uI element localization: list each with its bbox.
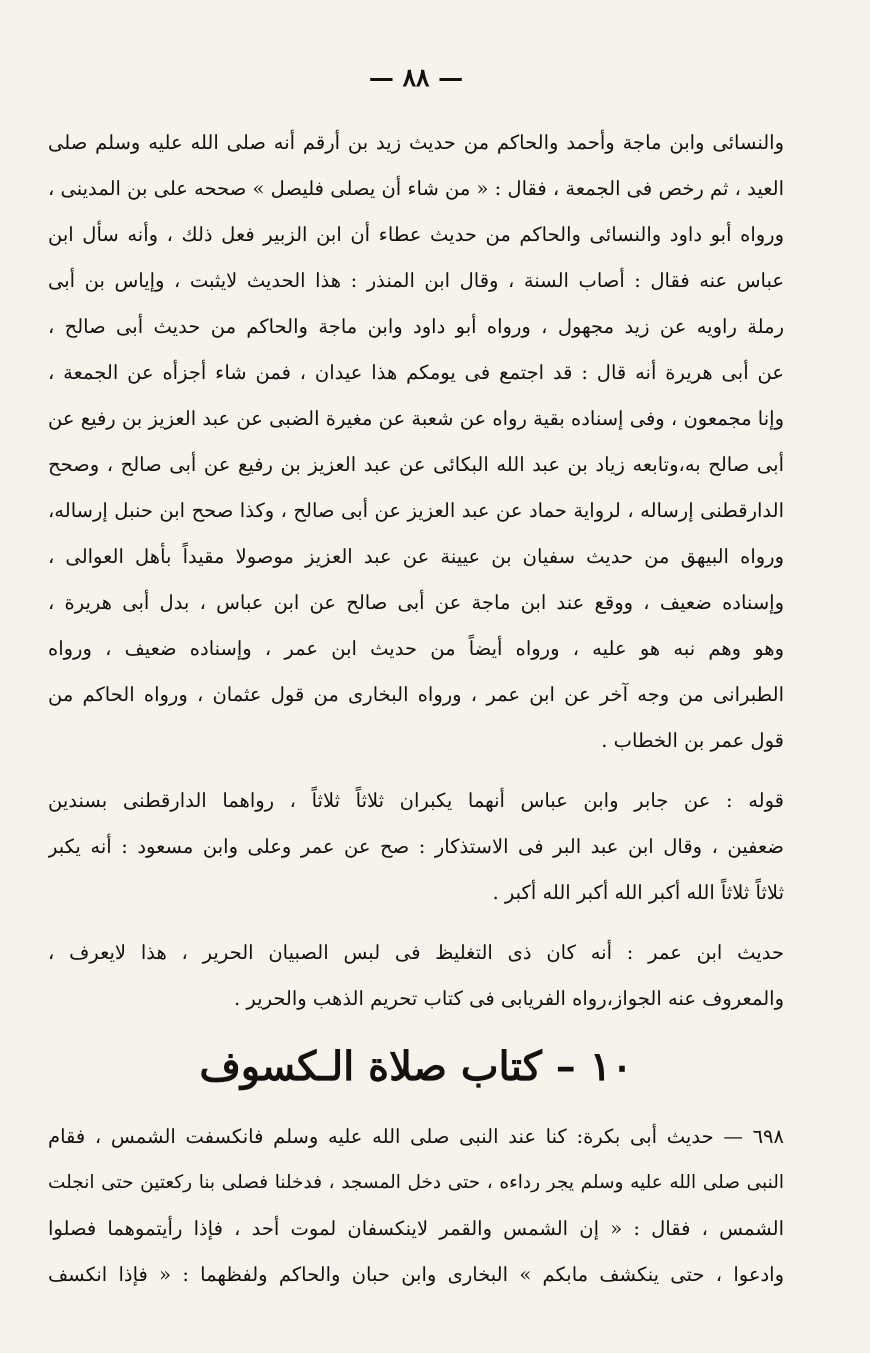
text-line: والنسائى وابن ماجة وأحمد والحاكم من حديث زيد بن أرقم أنه صلى الله عليه وسلم صلى (48, 131, 784, 154)
text-line: ضعفين ، وقال ابن عبد البر فى الاستذكار : صح عن عمر وعلى وابن مسعود : أنه يكبر (48, 835, 784, 858)
text-line: ٦٩٨ — حديث أبى بكرة: كنا عند النبى صلى الله عليه وسلم فانكسفت الشمس ، فقام (48, 1125, 784, 1148)
text-line: ثلاثاً ثلاثاً الله أكبر الله أكبر الله أكبر . (492, 881, 784, 904)
text-line: الشمس ، فقال : « إن الشمس والقمر لاينكسفان لموت أحد ، فإذا رأيتموهما فصلوا (48, 1217, 784, 1240)
paragraph-silk (48, 930, 784, 1022)
text-line: ورواه البيهق من حديث سفيان بن عيينة عن عبد العزيز موصولا مقيداً بأهل العوالى ، (48, 545, 784, 568)
text-line: النبى صلى الله عليه وسلم يجر رداءه ، حتى دخل المسجد ، فدخلنا فصلى بنا ركعتين حتى انجلت (48, 1172, 784, 1193)
text-line: قوله : عن جابر وابن عباس أنهما يكبران ثلاثاً ثلاثاً ، رواهما الدارقطنى بسندين (48, 789, 784, 812)
page-number: — ٨٨ — (368, 63, 464, 92)
text-line: عباس عنه فقال : أصاب السنة ، وقال ابن المنذر : هذا الحديث لايثبت ، وإياس بن أبى (48, 269, 784, 292)
paragraph-hadith-698 (48, 1114, 784, 1298)
text-line: رملة راويه عن زيد مجهول ، ورواه أبو داود وابن ماجة والحاكم من حديث أبى صالح ، (48, 315, 784, 338)
text-line: حديث ابن عمر : أنه كان ذى التغليظ فى لبس الصبيان الحرير ، هذا لايعرف ، (48, 941, 784, 964)
paragraph-hadith-eid (48, 120, 784, 764)
text-line: عن أبى هريرة أنه قال : قد اجتمع فى يومكم هذا عيدان ، فمن شاء أجزأه عن الجمعة ، (48, 361, 784, 384)
text-line: وادعوا ، حتى ينكشف مابكم » البخارى وابن حبان والحاكم ولفظهما : « فإذا انكسف (48, 1263, 784, 1286)
text-line: ورواه أبو داود والنسائى والحاكم من حديث عطاء أن ابن الزبير فعل ذلك ، وأنه سأل ابن (48, 223, 784, 246)
chapter-heading: ١٠ – كتاب صلاة الـكسوف (199, 1043, 633, 1090)
paragraph-takbir (48, 778, 784, 916)
text-line: وهو وهم نبه هو عليه ، ورواه أيضاً من حديث ابن عمر ، وإسناده ضعيف ، ورواه (48, 637, 784, 660)
text-line: قول عمر بن الخطاب . (601, 729, 784, 752)
text-line: والمعروف عنه الجواز،رواه الفريابى فى كتاب تحريم الذهب والحرير . (233, 987, 784, 1010)
text-line: العيد ، ثم رخص فى الجمعة ، فقال : « من شاء أن يصلى فليصل » صححه على بن المدينى ، (48, 177, 784, 200)
text-line: الطبرانى من وجه آخر عن ابن عمر ، ورواه البخارى من قول عثمان ، ورواه الحاكم من (48, 683, 784, 706)
text-line: وإنا مجمعون ، وفى إسناده بقية رواه عن شعبة عن مغيرة الضبى عن عبد العزيز بن رفيع عن (48, 407, 784, 430)
text-line: أبى صالح به،وتابعه زياد بن عبد الله البكائى عن عبد العزيز بن رفيع عن أبى صالح ، وصحح (48, 453, 784, 476)
text-line: الدارقطنى إرساله ، لرواية حماد عن عبد العزيز عن أبى صالح ، وكذا صحح ابن حنبل إرساله، (48, 499, 784, 522)
text-line: وإسناده ضعيف ، ووقع عند ابن ماجة عن أبى صالح عن ابن عباس ، بدل أبى هريرة ، (48, 591, 784, 614)
